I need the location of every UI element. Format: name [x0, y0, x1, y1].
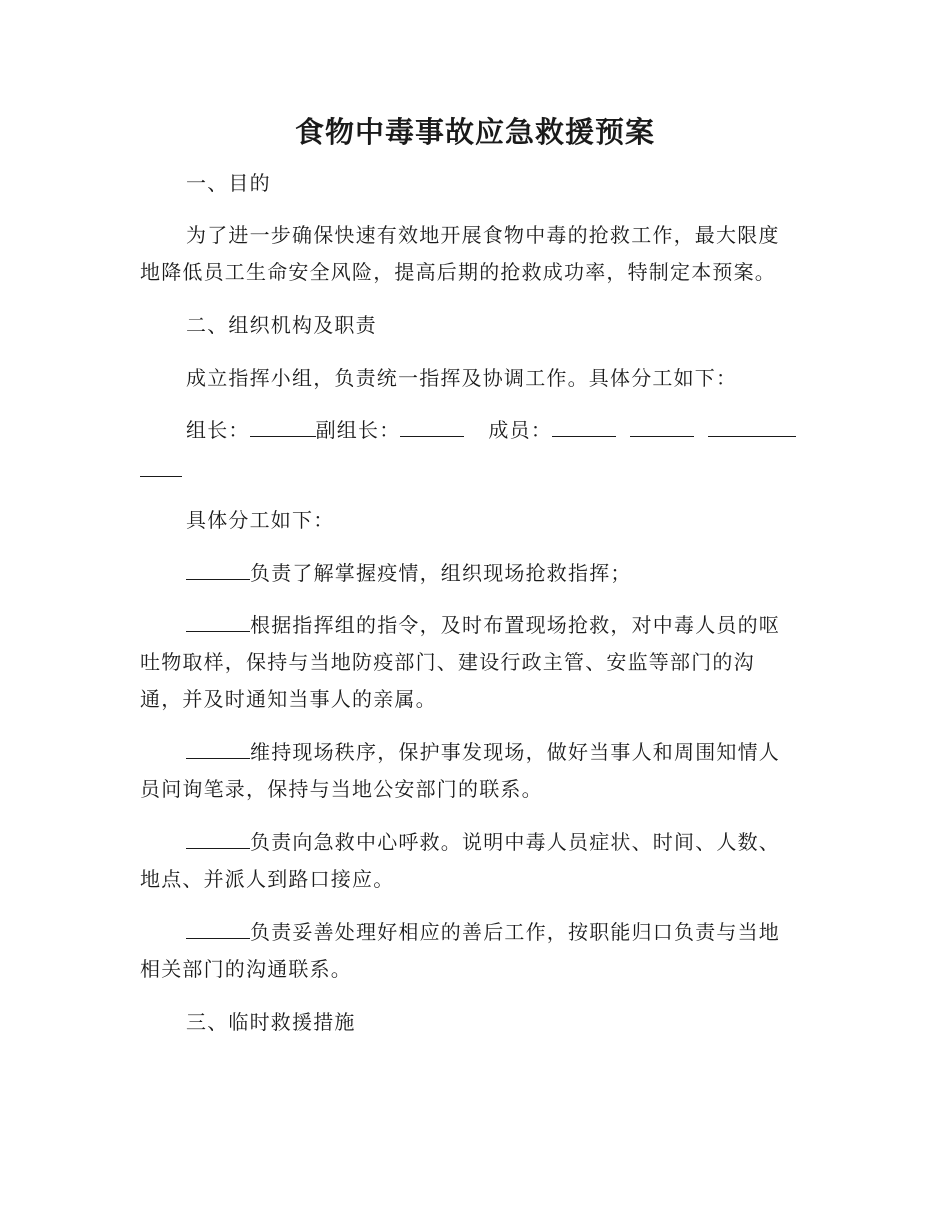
duty-5-blank [186, 920, 250, 939]
duty-1-line-1 [186, 558, 632, 588]
duty-3-blank [186, 740, 250, 759]
duty-1-blank [186, 561, 250, 580]
duty-2-text: 根据指挥组的指令，及时布置现场抢救，对中毒人员的呕 [250, 613, 780, 637]
member-label: 成员： [488, 418, 553, 442]
section-3-heading: 三、临时救援措施 [186, 1010, 356, 1034]
section-2-paragraph: 成立指挥小组，负责统一指挥及协调工作。具体分工如下： [186, 366, 738, 390]
duty-4-line-1 [186, 827, 780, 857]
deputy-label: 副组长： [315, 418, 401, 442]
duty-2-blank [186, 613, 250, 632]
section-1-paragraph-line-1: 为了进一步确保快速有效地开展食物中毒的抢救工作，最大限度 [186, 223, 780, 247]
leader-blank [250, 418, 316, 437]
section-2-heading: 二、组织机构及职责 [186, 313, 377, 337]
section-2-paragraph-2: 具体分工如下： [186, 508, 335, 532]
member-blank-1 [552, 418, 616, 437]
document-title: 食物中毒事故应急救援预案 [294, 115, 655, 149]
section-1-paragraph-line-2: 地降低员工生命安全风险，提高后期的抢救成功率，特制定本预案。 [140, 260, 776, 284]
duty-2-line-3: 通，并及时通知当事人的亲属。 [140, 687, 437, 711]
member-blank-2 [630, 418, 694, 437]
member-blank-3 [708, 418, 796, 437]
roles-line-continuation [140, 455, 182, 485]
duty-4-text: 负责向急救中心呼救。说明中毒人员症状、时间、人数、 [250, 830, 780, 854]
duty-2-line-1 [186, 610, 780, 640]
duty-5-text: 负责妥善处理好相应的善后工作，按职能归口负责与当地 [250, 920, 780, 944]
leader-label: 组长： [186, 418, 250, 442]
duty-5-line-2: 相关部门的沟通联系。 [140, 957, 352, 981]
duty-1-text: 负责了解掌握疫情，组织现场抢救指挥； [250, 561, 632, 585]
duty-2-line-2: 吐物取样，保持与当地防疫部门、建设行政主管、安监等部门的沟 [140, 650, 755, 674]
duty-4-line-2: 地点、并派人到路口接应。 [140, 867, 395, 891]
member-blank-3-continued [140, 458, 182, 477]
duty-3-text: 维持现场秩序，保护事发现场，做好当事人和周围知情人 [250, 740, 780, 764]
deputy-blank [400, 418, 464, 437]
duty-5-line-1 [186, 917, 780, 947]
roles-line [186, 415, 796, 445]
duty-3-line-2: 员问询笔录，保持与当地公安部门的联系。 [140, 777, 543, 801]
duty-4-blank [186, 830, 250, 849]
duty-3-line-1 [186, 737, 780, 767]
section-1-heading: 一、目的 [186, 171, 271, 195]
